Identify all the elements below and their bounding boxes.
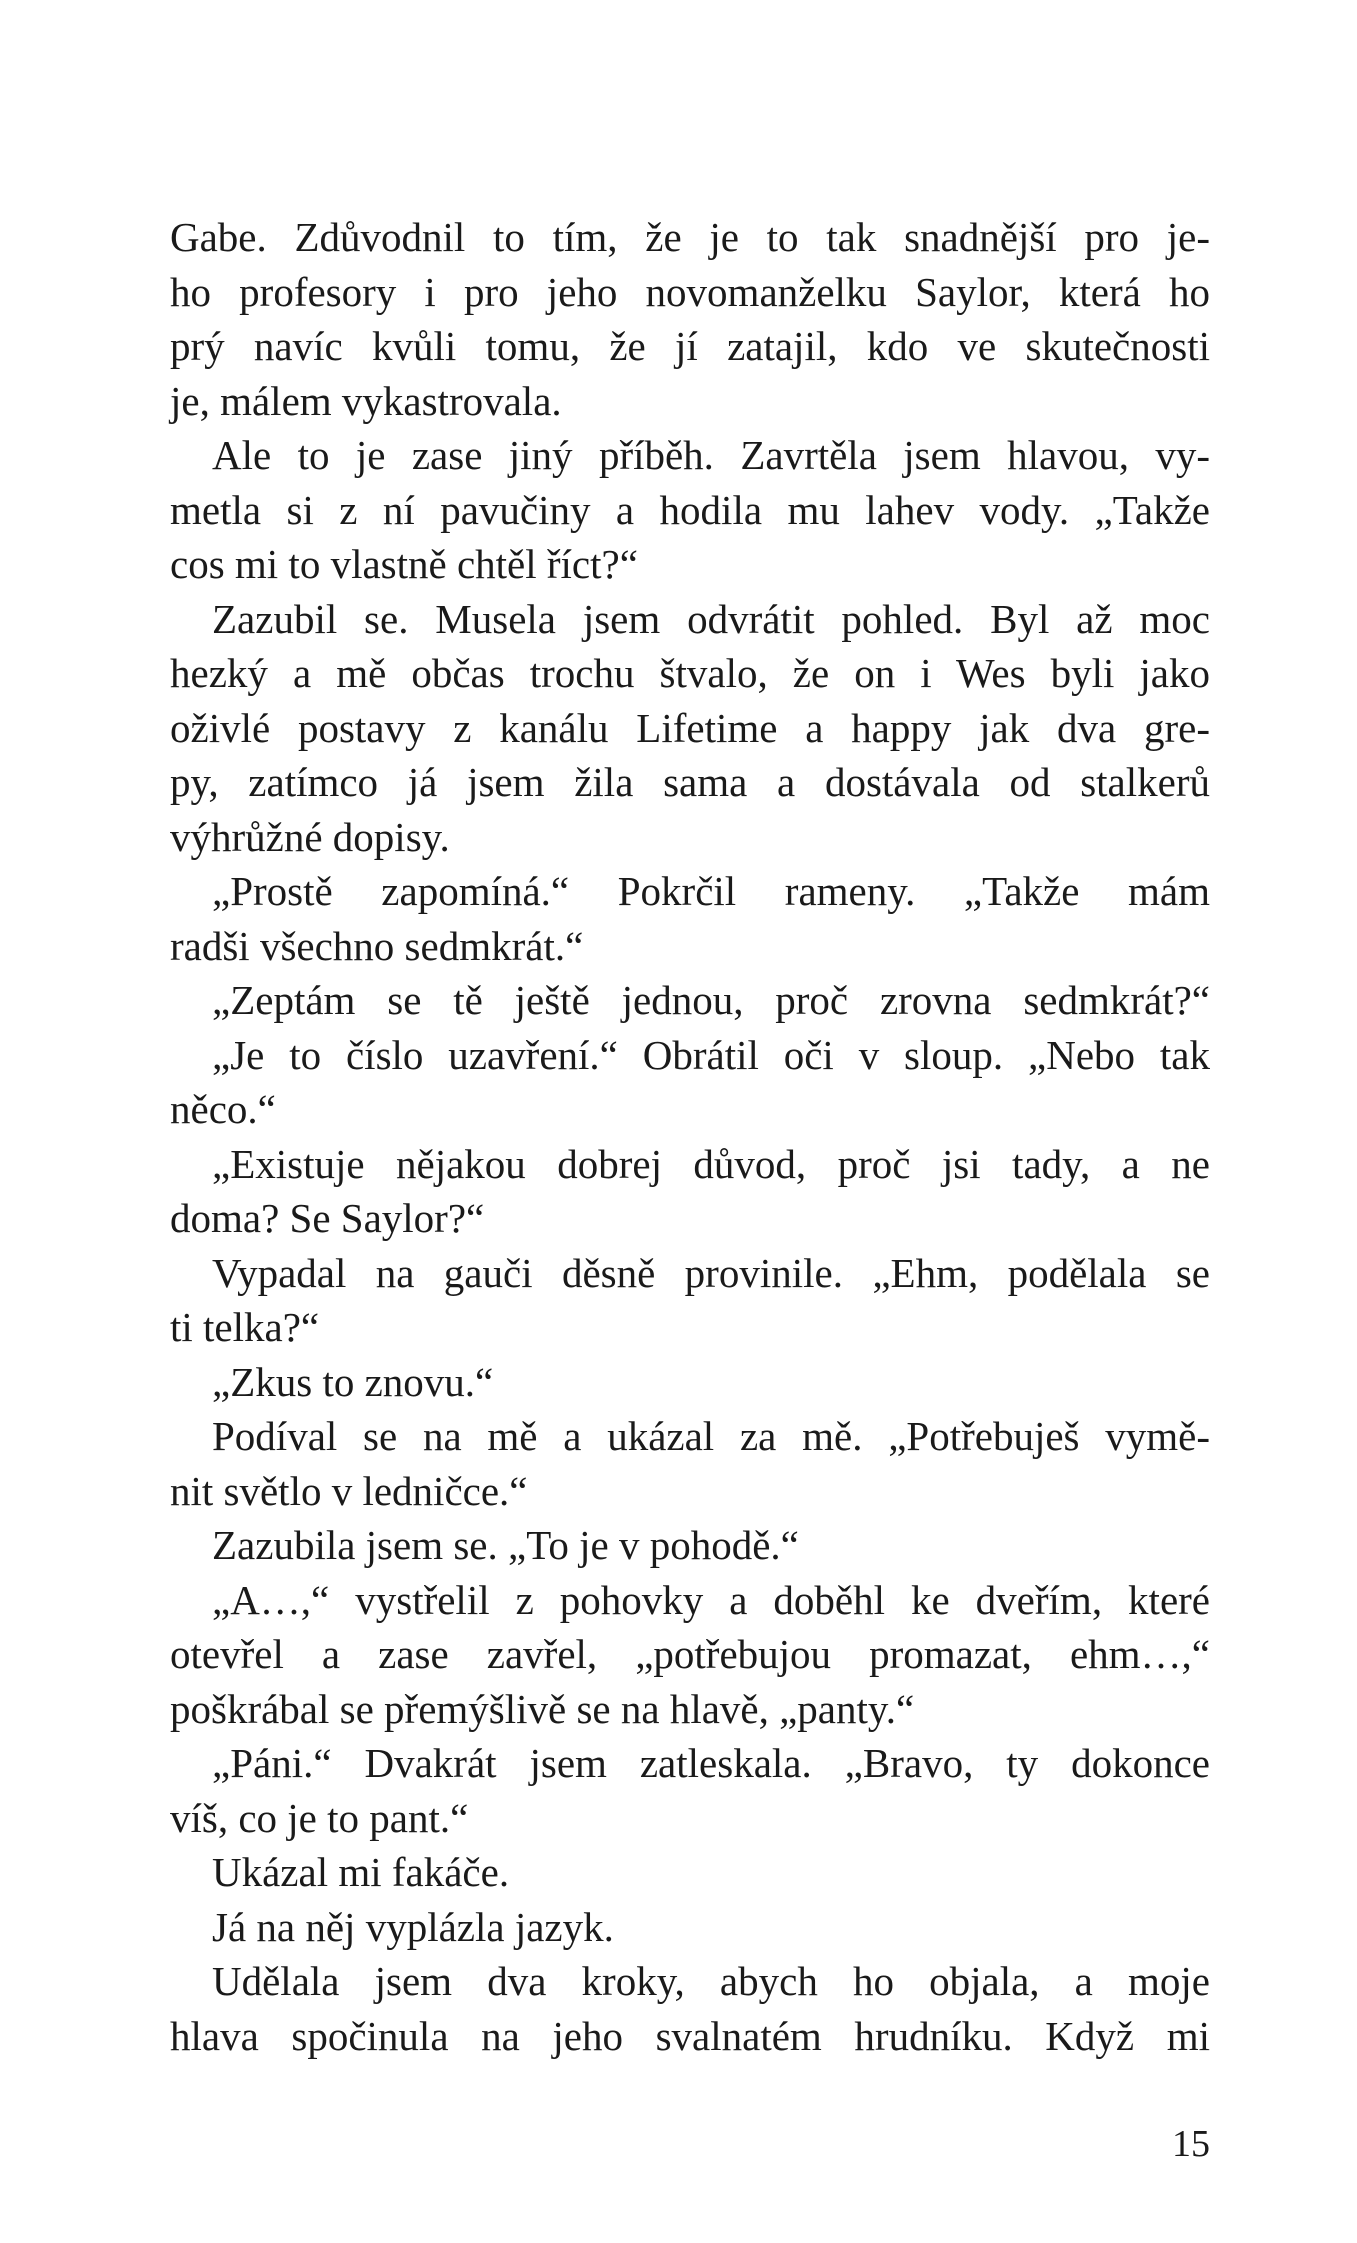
text-line: Já na něj vyplázla jazyk. [212,1903,614,1950]
text-line: je, málem vykastrovala. [170,377,562,424]
text-line: „Je to číslo uzavření.“ Obrátil oči v sloup. „Nebo tak [212,1031,1210,1078]
text-line: víš, co je to pant.“ [170,1794,469,1841]
text-line: Zazubila jsem se. „To je v pohodě.“ [212,1522,799,1568]
text-line: prý navíc kvůli tomu, že jí zatajil, kdo ve skutečnosti [170,323,1210,369]
text-line: „Existuje nějakou dobrej důvod, proč jsi tady, a ne [212,1140,1210,1187]
text-line: výhrůžné dopisy. [170,813,450,860]
body-text [170,210,1210,2063]
text-line: Udělala jsem dva kroky, abych ho objala, a moje [212,1958,1210,2004]
text-line: Zazubil se. Musela jsem odvrátit pohled. Byl až moc [212,595,1210,642]
text-line: „Páni.“ Dvakrát jsem zatleskala. „Bravo, ty dokonce [212,1740,1210,1786]
text-line: poškrábal se přemýšlivě se na hlavě, „panty.“ [170,1685,915,1732]
text-line: ti telka?“ [170,1304,320,1350]
text-line: otevřel a zase zavřel, „potřebujou promazat, ehm…,“ [170,1631,1210,1677]
text-line: Gabe. Zdůvodnil to tím, že je to tak snadnější pro je- [170,214,1210,260]
text-line: nit světlo v ledničce.“ [170,1467,528,1514]
text-line: py, zatímco já jsem žila sama a dostávala od stalkerů [170,759,1210,805]
text-line: „Prostě zapomíná.“ Pokrčil rameny. „Takže mám [212,868,1210,914]
text-line: cos mi to vlastně chtěl říct?“ [170,541,638,587]
text-line: doma? Se Saylor?“ [170,1195,485,1241]
text-line: Vypadal na gauči děsně provinile. „Ehm, podělala se [212,1249,1210,1296]
text-line: Ukázal mi fakáče. [212,1849,510,1895]
text-line: „Zkus to znovu.“ [212,1358,494,1405]
page-number: 15 [1172,2123,1210,2165]
text-line: „A…,“ vystřelil z pohovky a doběhl ke dveřím, které [212,1576,1210,1623]
text-line: Podíval se na mě a ukázal za mě. „Potřebuješ vymě- [212,1413,1210,1459]
text-line: hlava spočinula na jeho svalnatém hrudníku. Když mi [170,2012,1210,2059]
text-line: Ale to je zase jiný příběh. Zavrtěla jsem hlavou, vy- [212,432,1210,478]
text-line: oživlé postavy z kanálu Lifetime a happy jak dva gre- [170,704,1210,751]
text-line: radši všechno sedmkrát.“ [170,922,584,969]
text-line: „Zeptám se tě ještě jednou, proč zrovna sedmkrát?“ [212,977,1210,1023]
text-line: hezký a mě občas trochu štvalo, že on i Wes byli jako [170,650,1210,696]
text-line: něco.“ [170,1086,276,1132]
text-line: ho profesory i pro jeho novomanželku Saylor, která ho [170,268,1210,315]
text-line: metla si z ní pavučiny a hodila mu lahev vody. „Takže [170,486,1210,533]
